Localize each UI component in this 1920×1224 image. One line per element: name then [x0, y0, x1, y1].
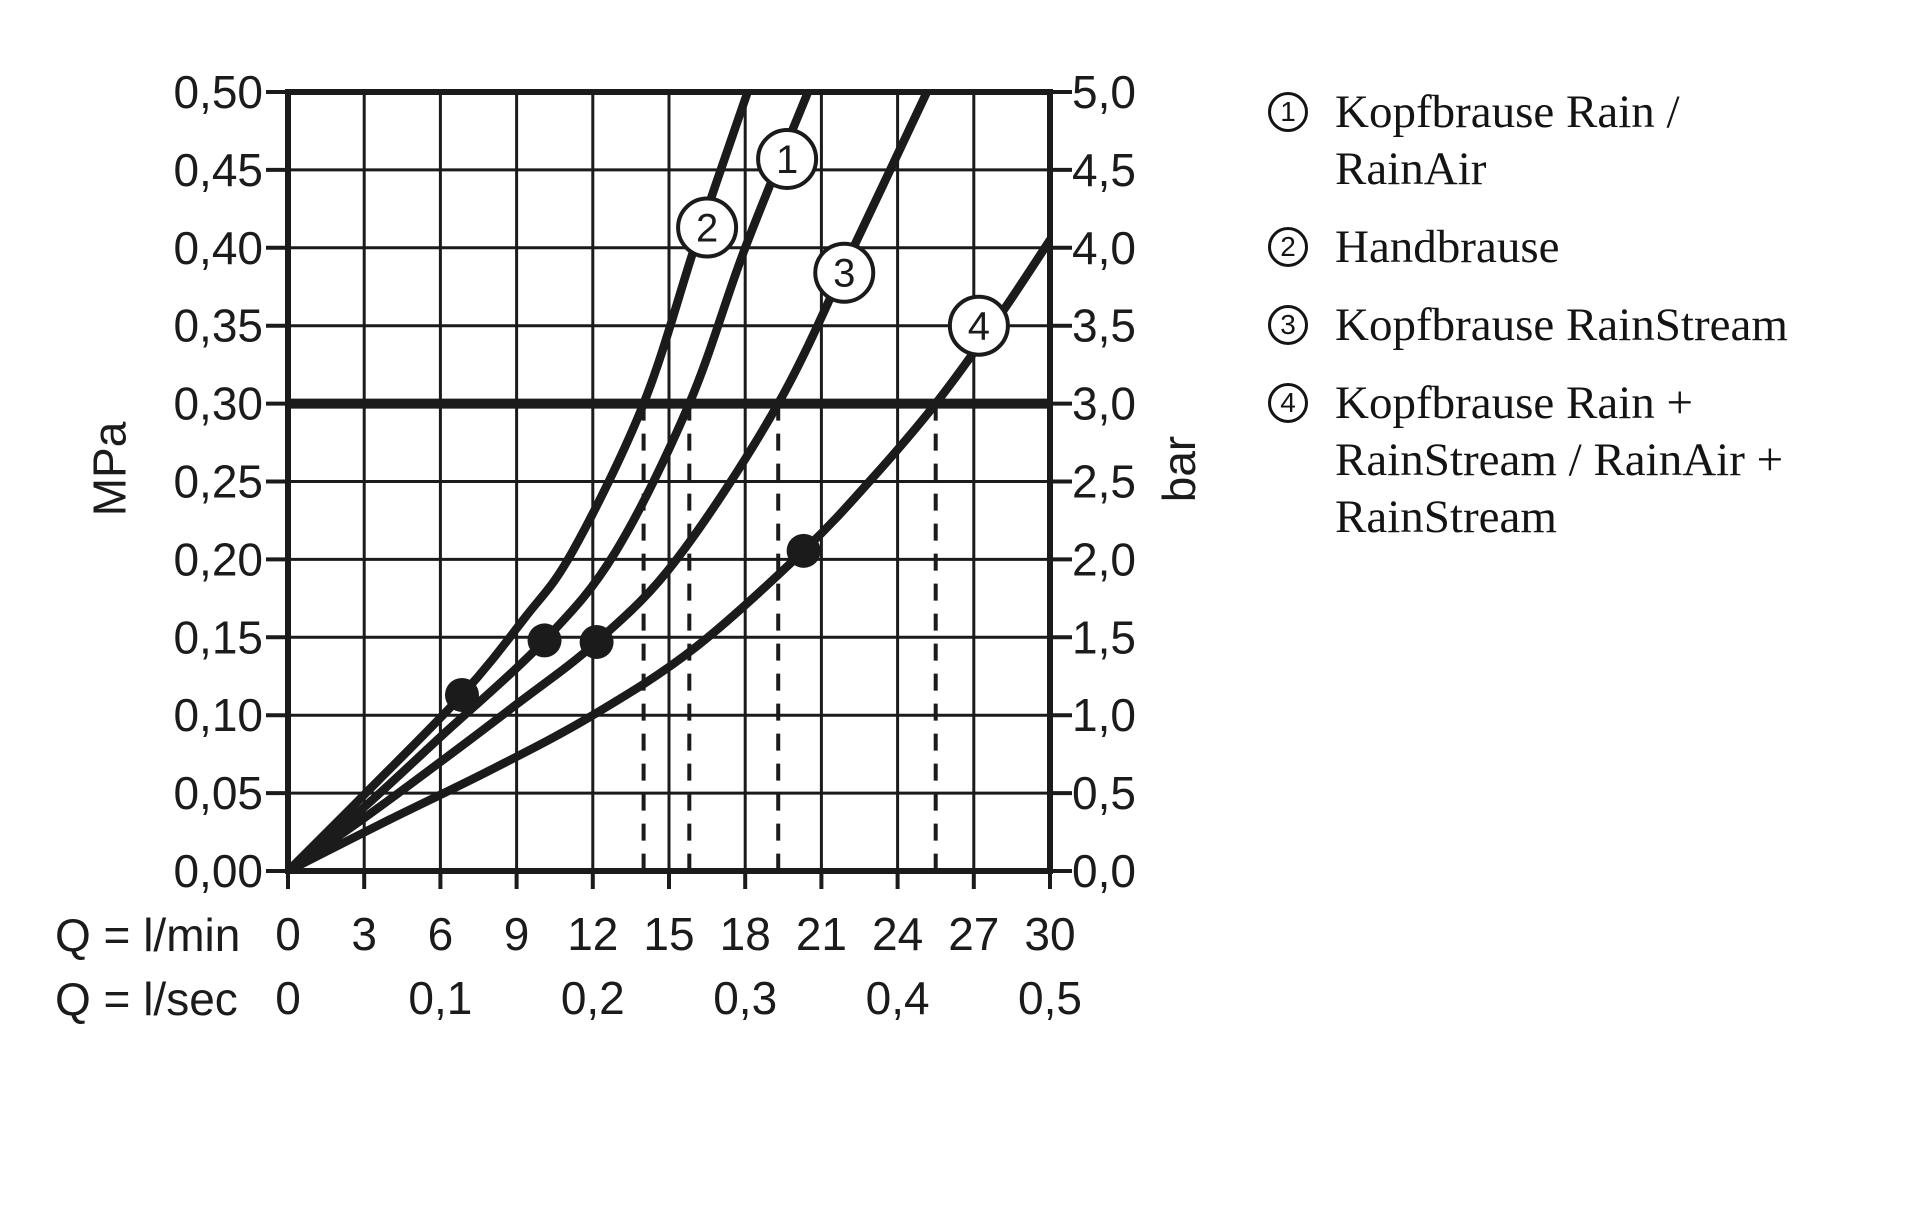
- lmin-tick-label: 12: [567, 908, 619, 960]
- left-axis-tick-label: 0,00: [173, 845, 263, 897]
- lmin-tick-label: 24: [872, 908, 924, 960]
- legend-number-badge-4: 4: [1268, 383, 1308, 423]
- curve-number-badge-label-3: 3: [833, 251, 856, 296]
- legend-number-badge-2: 2: [1268, 227, 1308, 267]
- data-dot-curve-3: [580, 625, 614, 659]
- lmin-tick-label: 30: [1024, 908, 1076, 960]
- left-axis-tick-label: 0,45: [173, 143, 263, 196]
- data-dot-curve-4: [787, 534, 821, 568]
- lmin-tick-label: 21: [795, 908, 847, 960]
- lmin-tick-label: 18: [719, 908, 771, 960]
- lsec-tick-label: 0: [275, 972, 301, 1024]
- legend-item-label: Kopfbrause Rain / RainAir: [1335, 86, 1680, 195]
- left-axis-tick-label: 0,40: [173, 221, 263, 274]
- left-axis-tick-label: 0,10: [173, 689, 263, 742]
- left-axis-tick-label: 0,25: [173, 455, 263, 508]
- legend-number-badge-1: 1: [1268, 92, 1308, 132]
- curve-number-badge-label-2: 2: [695, 206, 719, 251]
- legend-item-3: [1268, 297, 1868, 354]
- right-axis-tick-label: 5,0: [1072, 66, 1136, 118]
- left-axis-tick-label: 0,30: [173, 377, 263, 430]
- right-axis-tick-label: 4,5: [1072, 143, 1136, 196]
- legend-item-4: [1268, 375, 1868, 546]
- right-axis-tick-label: 3,5: [1072, 299, 1136, 352]
- curve-number-badge-label-4: 4: [967, 304, 991, 349]
- right-axis-tick-label: 0,0: [1072, 845, 1136, 897]
- left-axis-tick-label: 0,20: [173, 533, 263, 586]
- curve-number-badge-label-1: 1: [775, 137, 799, 182]
- legend-item-1: [1268, 84, 1868, 198]
- lmin-tick-label: 27: [948, 908, 1000, 960]
- lsec-tick-label: 0,5: [1018, 972, 1082, 1024]
- lsec-tick-label: 0,4: [865, 972, 930, 1024]
- legend-item-2: [1268, 219, 1868, 276]
- y-axis-right-unit-label: bar: [1153, 435, 1206, 503]
- y-axis-left-unit-label: MPa: [83, 421, 136, 517]
- x-axis-lsec-unit-label: Q = l/sec: [55, 973, 238, 1025]
- lmin-tick-label: 9: [503, 908, 530, 960]
- lmin-tick-label: 6: [427, 908, 454, 960]
- legend: [1268, 84, 1868, 567]
- lsec-tick-label: 0,1: [408, 972, 473, 1024]
- right-axis-tick-label: 2,5: [1072, 455, 1136, 508]
- lmin-tick-label: 0: [275, 908, 301, 960]
- lmin-tick-label: 3: [351, 908, 377, 960]
- right-axis-tick-label: 1,0: [1072, 689, 1136, 742]
- legend-item-label: Kopfbrause RainStream: [1335, 299, 1788, 351]
- x-axis-lmin-unit-label: Q = l/min: [55, 909, 241, 961]
- right-axis-tick-label: 3,0: [1072, 377, 1136, 430]
- right-axis-tick-label: 1,5: [1072, 611, 1136, 664]
- data-dot-curve-2: [445, 678, 479, 712]
- right-axis-tick-label: 2,0: [1072, 533, 1136, 586]
- legend-number-badge-3: 3: [1268, 305, 1308, 345]
- left-axis-tick-label: 0,35: [173, 299, 263, 352]
- left-axis-tick-label: 0,05: [173, 767, 263, 820]
- lsec-tick-label: 0,3: [713, 972, 778, 1024]
- lsec-tick-label: 0,2: [560, 972, 625, 1024]
- right-axis-tick-label: 0,5: [1072, 767, 1136, 820]
- left-axis-tick-label: 0,15: [173, 611, 263, 664]
- left-axis-tick-label: 0,50: [173, 66, 263, 118]
- data-dot-curve-1: [528, 623, 562, 657]
- right-axis-tick-label: 4,0: [1072, 221, 1136, 274]
- legend-item-label: Kopfbrause Rain + RainStream / RainAir + RainStream: [1335, 377, 1784, 543]
- legend-item-label: Handbrause: [1335, 221, 1560, 273]
- lmin-tick-label: 15: [643, 908, 695, 960]
